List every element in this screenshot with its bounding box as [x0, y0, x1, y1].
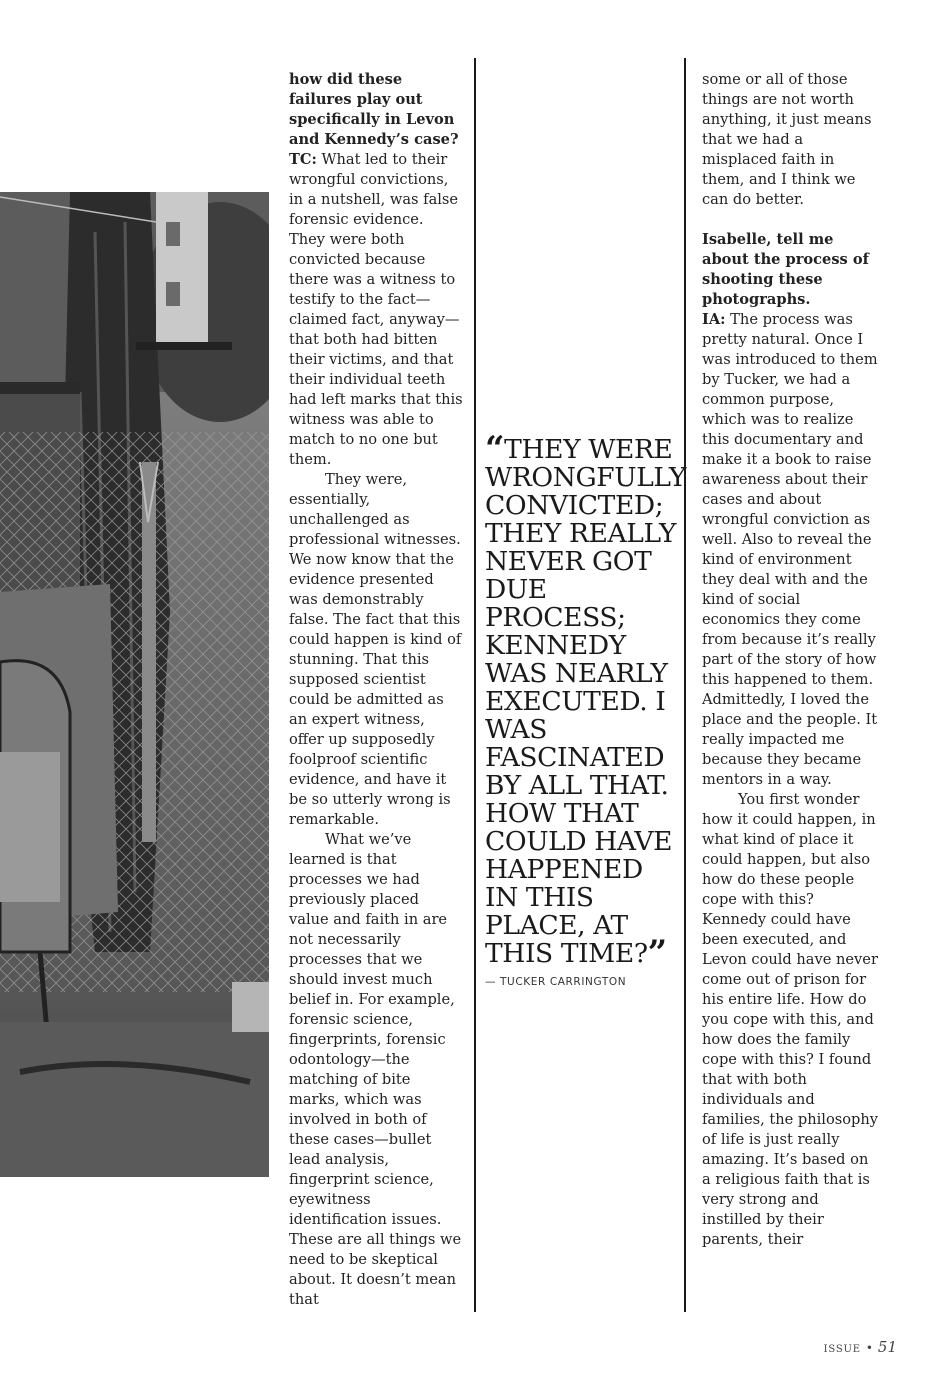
pull-quote: [485, 429, 686, 988]
article-column-left: [289, 70, 463, 1310]
answer-text: What led to their wrongful convictions, in a nutshell, was false forensic evidence. They were both convicted because there was a witness to testify to the fact—claimed fact, anyway—that both had bitten their victims, and that their individual teeth had left marks that this witness was able to match to no one but them.: [289, 151, 463, 468]
answer-text: The process was pretty natural. Once I was introduced to them by Tucker, we had a common purpose, which was to realize this documentary and make it a book to raise awareness about their cases and about wrongful conviction as well. Also to reveal the kind of environment they deal with and the kind of social economics they come from because it’s really part of the story of how this happened to them. Admittedly, I loved the place and the people. It really impacted me because they became mentors in a way.: [702, 311, 878, 788]
page-folio: [824, 1337, 897, 1356]
photo-illustration: [0, 192, 269, 1177]
body-paragraph: They were, essentially, unchallenged as professional witnesses. We now know that the evidence presented was demonstrably false. The fact that this could happen is kind of stunning. That this supposed scientist could be admitted as an expert witness, offer up supposedly foolproof scientific evidence, and have it be so utterly wrong is remarkable.: [289, 471, 462, 828]
close-quote-mark: ”: [647, 933, 667, 973]
pull-quote-body: THEY WERE WRONGFULLY CONVICTED; THEY REALLY NEVER GOT DUE PROCESS; KENNEDY WAS NEARLY EXECUTED. I WAS FASCINATED BY ALL THAT. HOW THAT COULD HAVE HAPPENED IN THIS PLACE, AT THIS TIME?: [485, 434, 686, 969]
speaker-initials: TC:: [289, 151, 317, 168]
open-quote-mark: “: [485, 429, 505, 469]
body-paragraph: You first wonder how it could happen, in what kind of place it could happen, but also how do these people cope with this? Kennedy could have been executed, and Levon could have never come out of prison for his entire life. How do you cope with this, and how does the family cope with this? I found that with both individuals and families, the philosophy of life is just really amazing. It’s based on a religious faith that is very strong and instilled by their parents, their: [702, 791, 879, 1248]
page-number: 51: [877, 1338, 897, 1356]
folio-separator: •: [865, 1341, 873, 1355]
article-column-right: [702, 70, 880, 1250]
pull-quote-text: [485, 429, 686, 973]
interview-question: Isabelle, tell me about the process of shooting these photographs.: [702, 231, 869, 308]
answer-paragraph: [289, 150, 463, 470]
folio-label: ISSUE: [823, 1344, 861, 1355]
interview-question: how did these failures play out specifically in Levon and Kennedy’s case?: [289, 71, 459, 148]
article-photo: [0, 192, 269, 1177]
speaker-initials: IA:: [702, 311, 726, 328]
paragraph-spacer: [702, 210, 880, 230]
body-paragraph: What we’ve learned is that processes we had previously placed value and faith in are not necessarily processes that we should invest much belief in. For example, forensic science, fingerprints, forensic odontology—the matching of bite marks, which was involved in both of these cases—bullet lead analysis, fingerprint science, eyewitness identification issues. These are all things we need to be skeptical about. It doesn’t mean that: [289, 831, 462, 1308]
column-rule: [684, 58, 686, 1312]
answer-paragraph: [702, 310, 880, 790]
pull-quote-attribution: — TUCKER CARRINGTON: [485, 976, 627, 988]
body-paragraph: some or all of those things are not worth anything, it just means that we had a misplaced faith in them, and I think we can do better.: [702, 71, 872, 208]
column-rule: [474, 58, 476, 1312]
